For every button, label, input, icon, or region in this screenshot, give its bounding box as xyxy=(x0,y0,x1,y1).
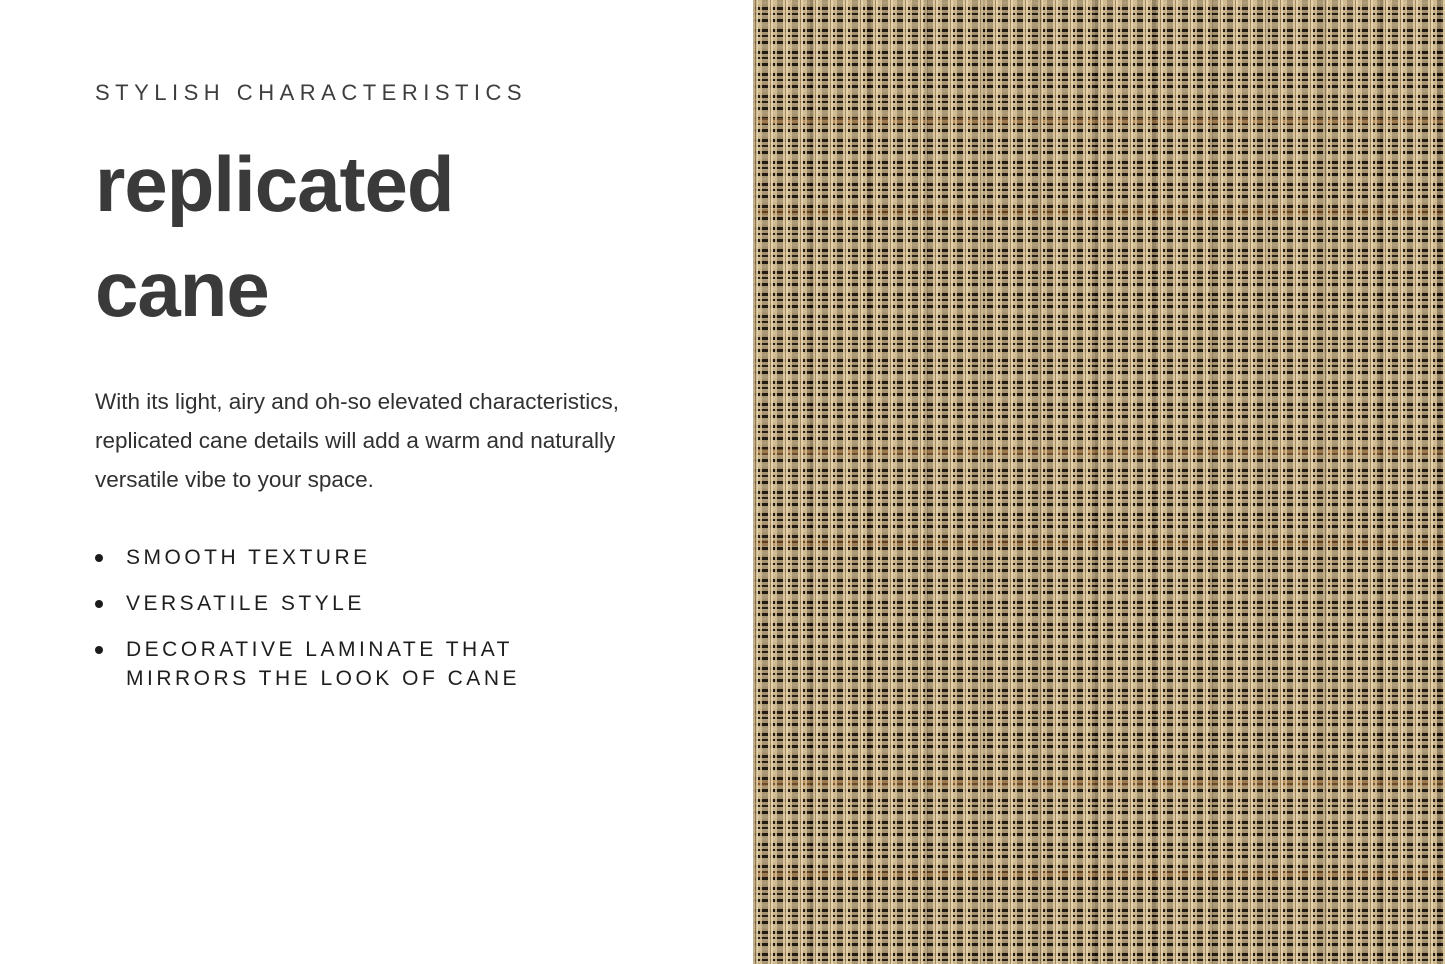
description-text: With its light, airy and oh-so elevated characteristics, replicated cane details will add a warm and naturally versatile vibe to your space. xyxy=(95,389,619,492)
feature-label: DECORATIVE LAMINATE THAT MIRRORS THE LOOK OF CANE xyxy=(126,638,520,690)
list-item xyxy=(95,635,675,693)
feature-label: VERSATILE STYLE xyxy=(126,592,365,615)
bullet-icon xyxy=(95,554,103,562)
list-item xyxy=(95,589,675,618)
content-panel xyxy=(95,0,675,710)
eyebrow-heading: STYLISH CHARACTERISTICS xyxy=(95,80,528,105)
page-title: replicated cane xyxy=(95,140,454,333)
list-item xyxy=(95,543,675,572)
bullet-icon xyxy=(95,600,103,608)
feature-list xyxy=(95,543,675,693)
cane-texture-image xyxy=(753,0,1445,964)
feature-label: SMOOTH TEXTURE xyxy=(126,546,371,569)
bullet-icon xyxy=(95,646,103,654)
